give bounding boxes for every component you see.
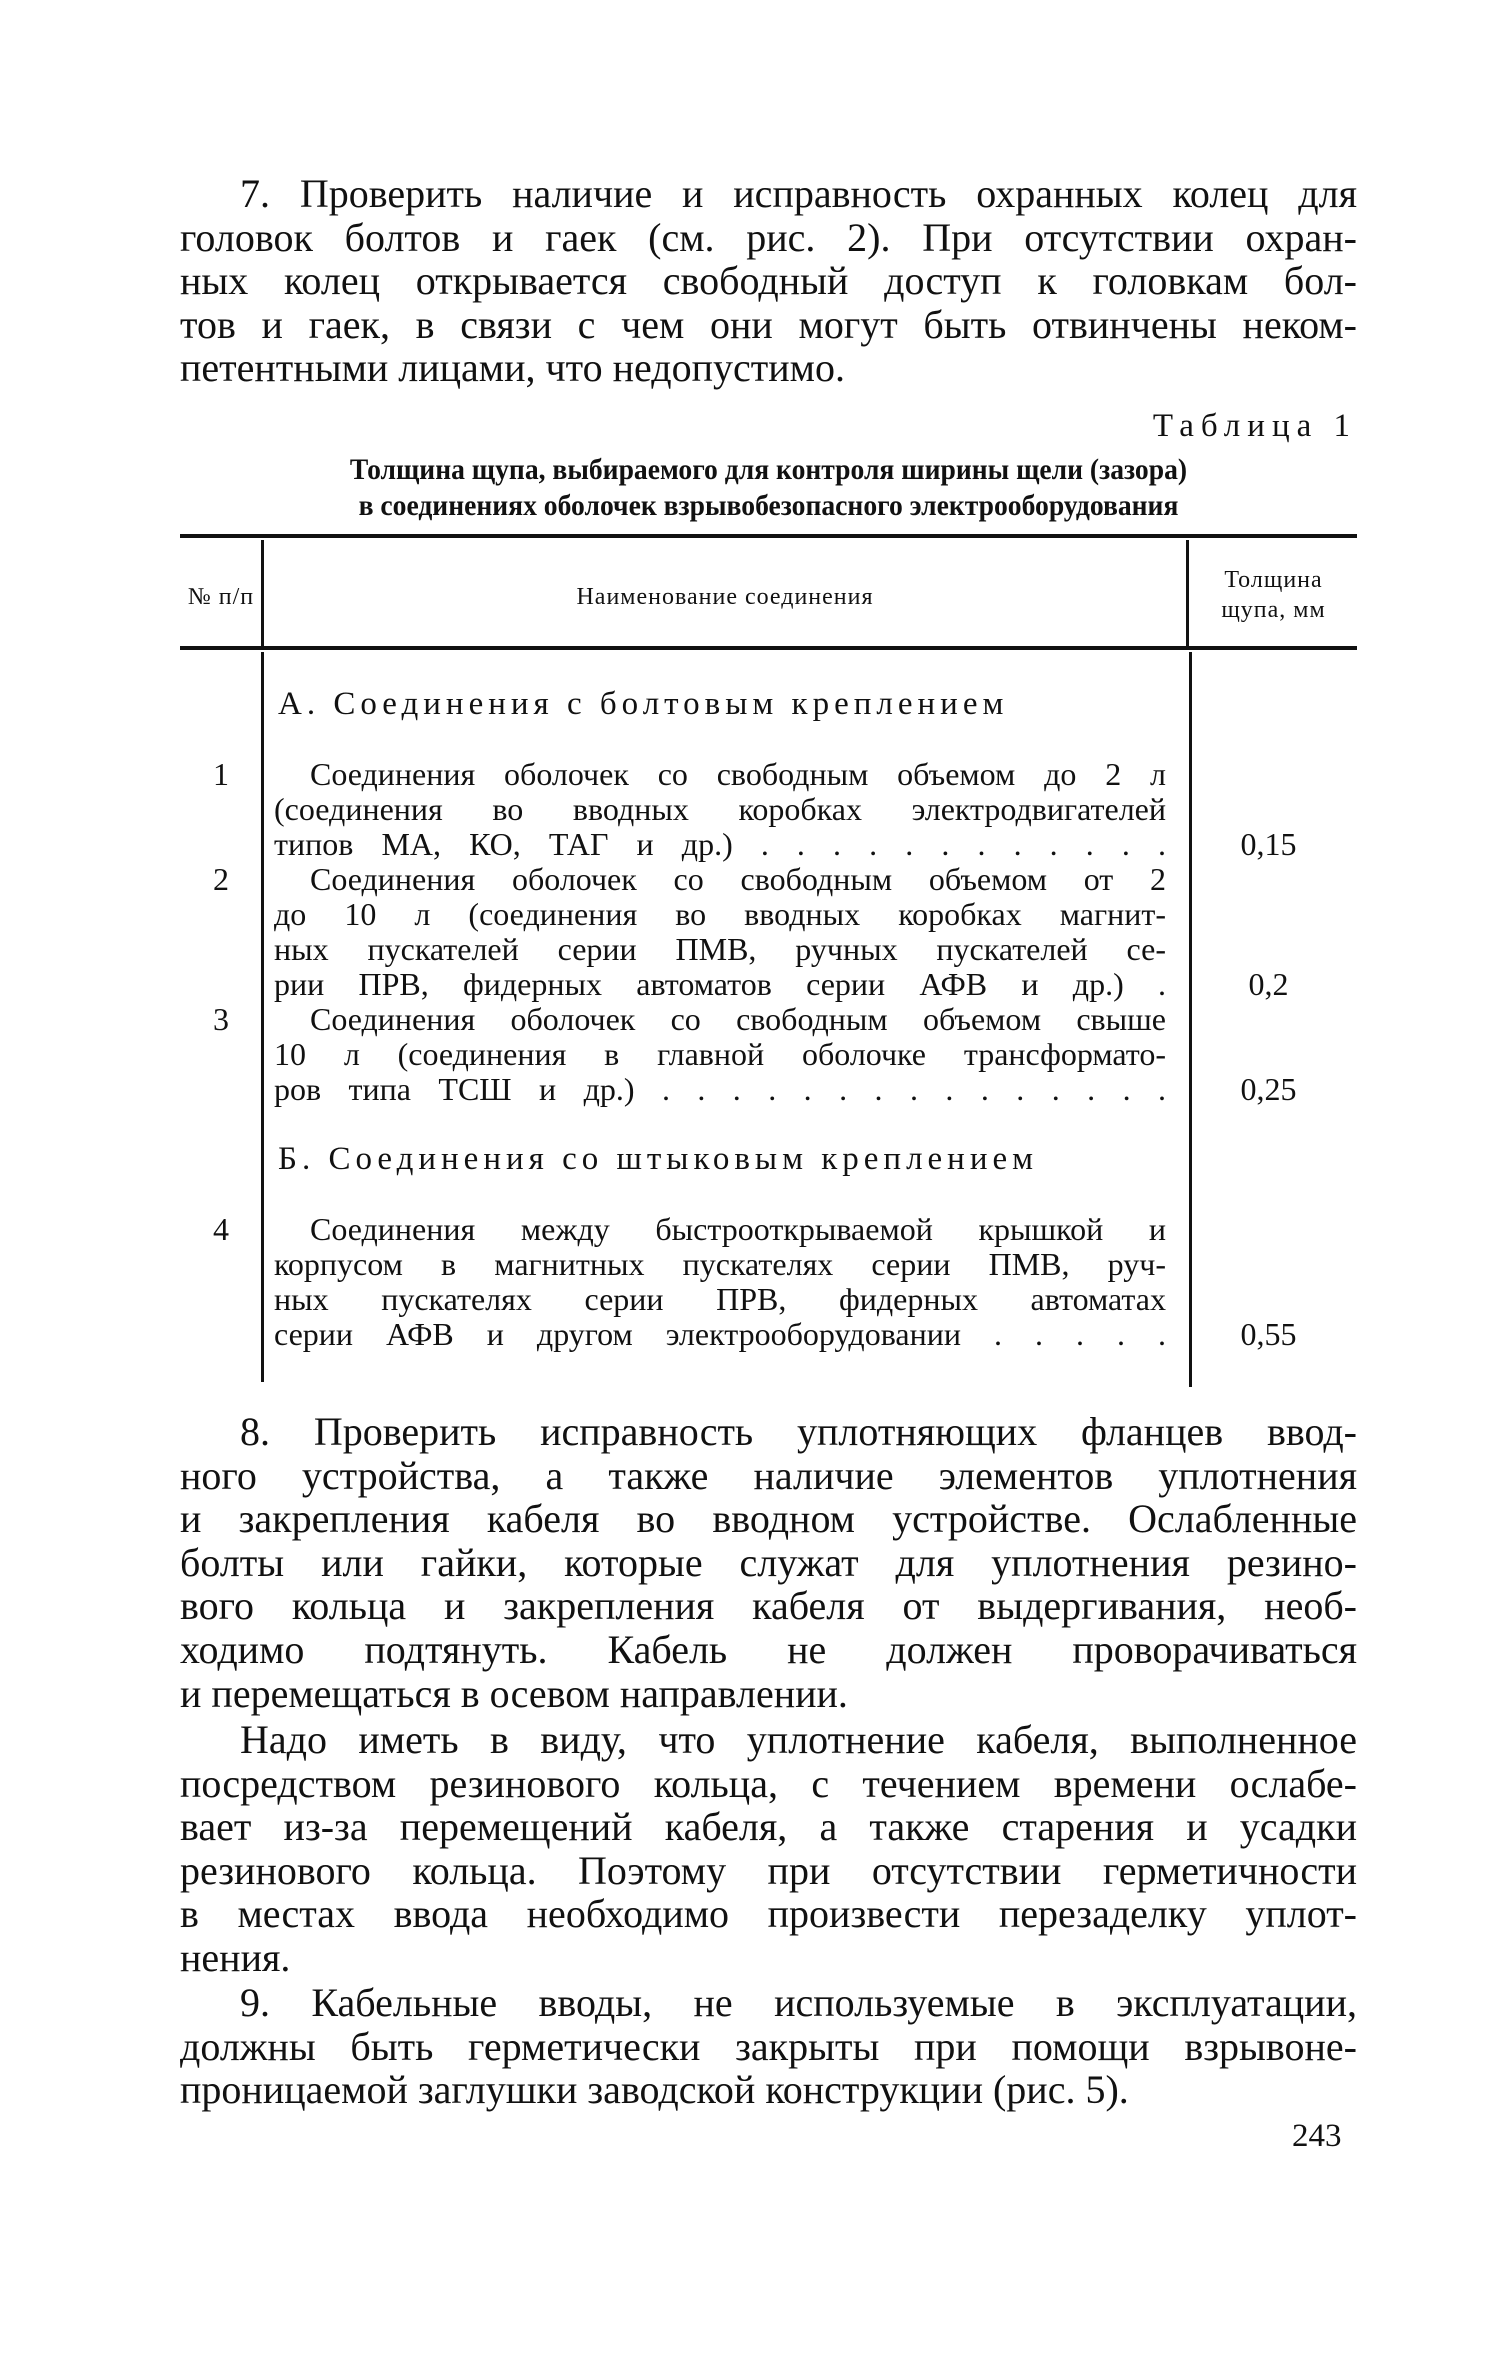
paragraph-8 (180, 1410, 1357, 1715)
table-top-rule (180, 534, 1357, 538)
desc-line: 10 л (соединения в главной оболочке трансформато- (274, 1036, 1166, 1072)
section-b-heading: Б. Соединения со штыковым креплением (278, 1141, 1039, 1177)
row-number: 2 (213, 861, 229, 897)
table-row (180, 1002, 1357, 1107)
desc-line: корпусом в магнитных пускателях серии ПМВ, руч- (274, 1246, 1166, 1282)
desc-line: до 10 л (соединения во вводных коробках магнит- (274, 896, 1166, 932)
table-header-rule (180, 646, 1357, 650)
row-description (274, 1212, 1166, 1352)
header-num: № п/п (187, 584, 255, 610)
row-number: 4 (213, 1211, 229, 1247)
text-line: проницаемой заглушки заводской конструкции (рис. 5). (180, 2067, 1129, 2113)
caption-line: в соединениях оболочек взрывобезопасного электрооборудования (358, 489, 1179, 522)
desc-line: Соединения оболочек со свободным объемом от 2 (310, 861, 1166, 897)
desc-line: (соединения во вводных коробках электродвигателей (274, 791, 1166, 827)
text-line: в местах ввода необходимо произвести перезаделку уплот- (180, 1891, 1357, 1937)
table-caption (227, 452, 1310, 524)
text-line: вого кольца и закрепления кабеля от выдергивания, необ- (180, 1583, 1357, 1629)
desc-line: Соединения оболочек со свободным объемом до 2 л (310, 756, 1166, 792)
desc-line: Соединения оболочек со свободным объемом свыше (310, 1001, 1166, 1037)
text-line: вает из-за перемещений кабеля, а также старения и усадки (180, 1804, 1357, 1850)
desc-line: ров типа ТСШ и др.) . . . . . . . . . . . . . . . (274, 1071, 1166, 1107)
text-line: болты или гайки, которые служат для уплотнения резино- (180, 1539, 1357, 1585)
row-value: 0,15 (1240, 826, 1297, 862)
row-value: 0,55 (1240, 1316, 1297, 1352)
caption-line: Толщина щупа, выбираемого для контроля ширины щели (зазора) (349, 453, 1188, 486)
table-row (180, 862, 1357, 1002)
table-row (180, 1212, 1357, 1352)
text-line: нения. (180, 1934, 291, 1980)
paragraph-9 (180, 1981, 1357, 2112)
paragraph-8-note (180, 1718, 1357, 1980)
row-description (274, 1002, 1166, 1107)
row-number: 1 (213, 756, 229, 792)
text-line: 7. Проверить наличие и исправность охранных колец для (240, 171, 1357, 216)
section-a-heading: А. Соединения с болтовым креплением (278, 686, 1009, 722)
row-number: 3 (213, 1001, 229, 1037)
text-line: ного устройства, а также наличие элементов уплотнения (180, 1452, 1357, 1498)
text-line: 9. Кабельные вводы, не используемые в эксплуатации, (240, 1980, 1357, 2025)
header-thickness-line: Толщина (1224, 567, 1323, 593)
desc-line: типов МА, КО, ТАГ и др.) . . . . . . . . . . . . (274, 826, 1166, 862)
desc-line: Соединения между быстрооткрываемой крышкой и (310, 1211, 1166, 1247)
table-label: Таблица 1 (1152, 408, 1357, 444)
text-line: 8. Проверить исправность уплотняющих фланцев ввод- (240, 1409, 1357, 1454)
text-line: Надо иметь в виду, что уплотнение кабеля, выполненное (240, 1717, 1357, 1762)
header-name: Наименование соединения (576, 584, 874, 610)
row-value: 0,25 (1240, 1071, 1297, 1107)
text-line: петентными лицами, что недопустимо. (180, 345, 845, 391)
text-line: посредством резинового кольца, с течением времени ослабе- (180, 1760, 1357, 1806)
text-line: ных колец открывается свободный доступ к головкам бол- (180, 258, 1357, 304)
paragraph-7 (180, 172, 1357, 390)
header-thickness (1190, 565, 1357, 625)
header-thickness-line: щупа, мм (1221, 597, 1326, 623)
row-value: 0,2 (1248, 966, 1289, 1002)
desc-line: рии ПРВ, фидерных автоматов серии АФВ и др.) . (274, 966, 1166, 1002)
table-row (180, 757, 1357, 862)
row-description (274, 757, 1166, 862)
text-line: резинового кольца. Поэтому при отсутствии герметичности (180, 1847, 1357, 1893)
row-description (274, 862, 1166, 1002)
desc-line: серии АФВ и другом электрооборудовании . . . . . (274, 1316, 1166, 1352)
desc-line: ных пускателей серии ПМВ, ручных пускателей се- (274, 931, 1166, 967)
text-line: должны быть герметически закрыты при помощи взрывоне- (180, 2023, 1357, 2069)
desc-line: ных пускателях серии ПРВ, фидерных автоматах (274, 1281, 1166, 1317)
text-line: ходимо подтянуть. Кабель не должен проворачиваться (180, 1626, 1357, 1672)
text-line: и перемещаться в осевом направлении. (180, 1670, 848, 1716)
text-line: головок болтов и гаек (см. рис. 2). При отсутствии охран- (180, 214, 1357, 260)
text-line: тов и гаек, в связи с чем они могут быть отвинчены неком- (180, 301, 1357, 347)
page-number: 243 (1292, 2118, 1342, 2154)
text-line: и закрепления кабеля во вводном устройстве. Ослабленные (180, 1496, 1357, 1542)
